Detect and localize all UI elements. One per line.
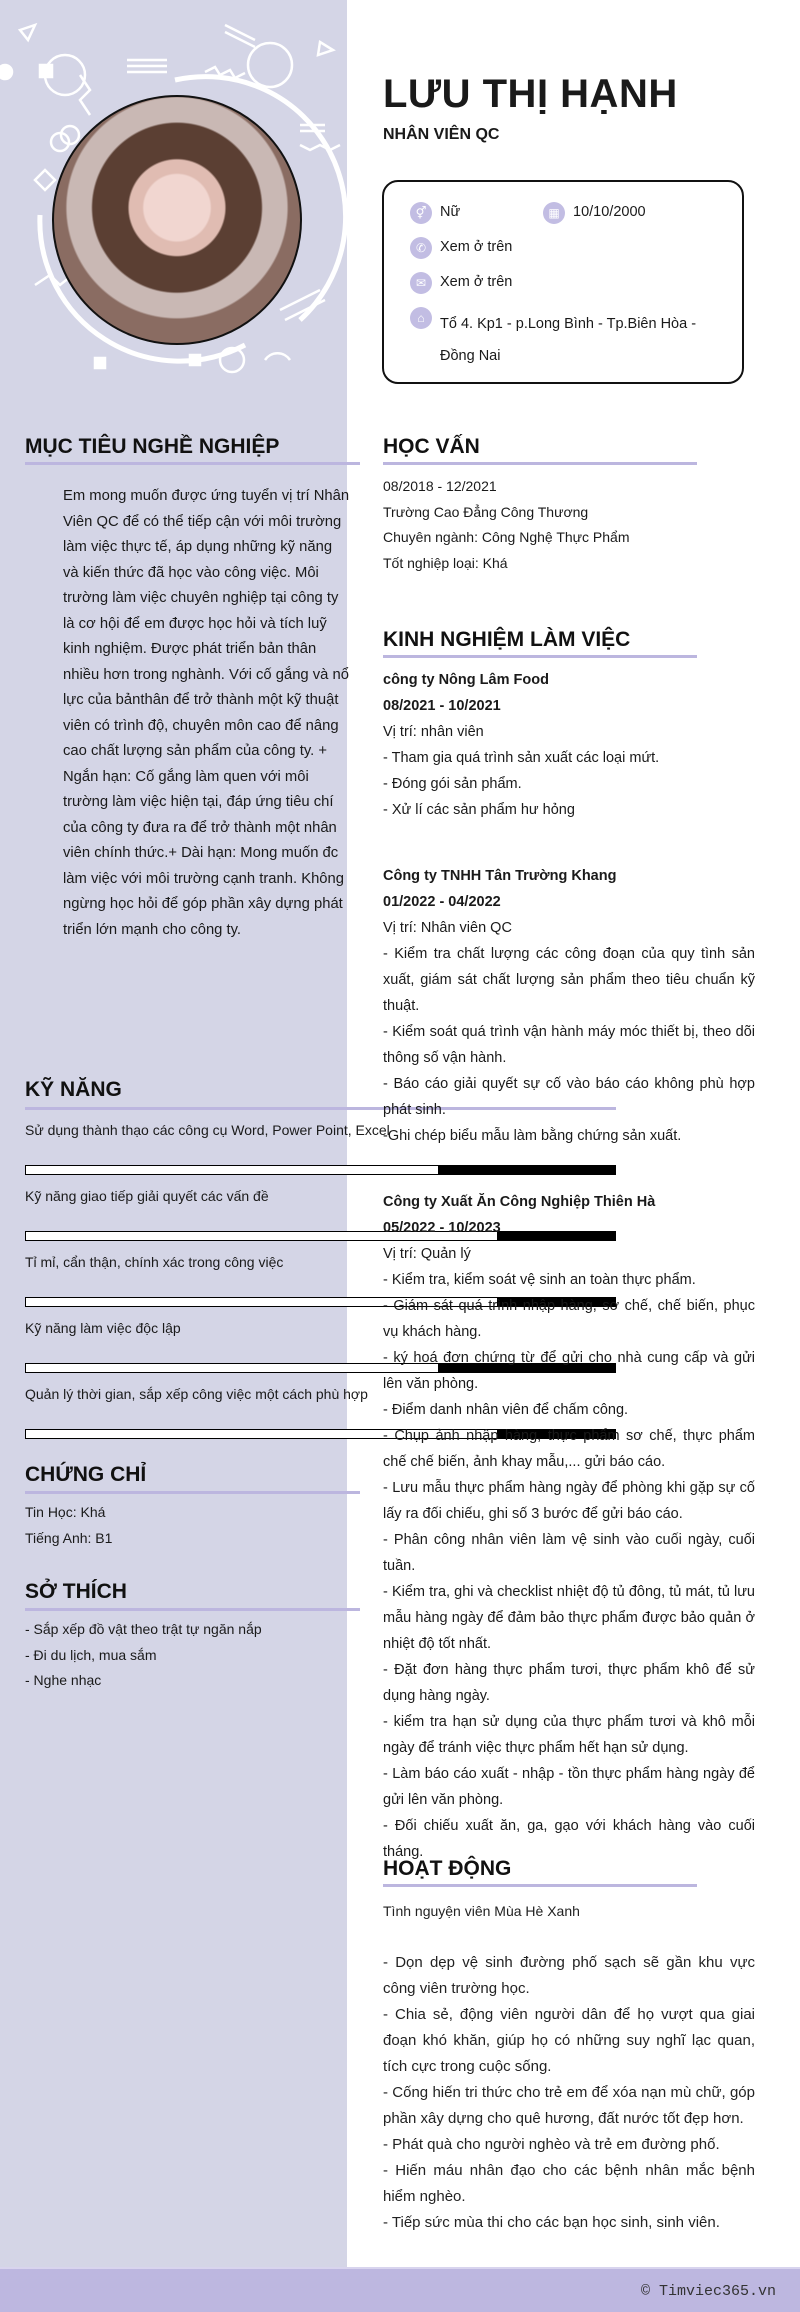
skill-label: Sử dụng thành thạo các công cụ Word, Power Point, Excel [25,1122,390,1138]
job-detail: - Đóng gói sản phẩm. [383,776,522,792]
job-entry [383,863,755,1149]
job-detail: Vị trí: Quản lý [383,1246,471,1262]
email-icon: ✉ [410,272,432,294]
skill-level-fill [26,1166,438,1174]
hobbies-heading: SỞ THÍCH [25,1580,127,1603]
email-value: Xem ở trên [440,274,513,290]
certificate-item: Tin Học: Khá [25,1504,106,1520]
job-period: 01/2022 - 04/2022 [383,894,501,910]
footer [0,2267,800,2312]
hobby-item: - Nghe nhạc [25,1672,102,1688]
activity-detail: - Hiến máu nhân đạo cho các bệnh nhân mắc bệnh hiểm nghèo. [383,2162,755,2205]
objective-underline [25,462,360,465]
objective-heading: MỤC TIÊU NGHỀ NGHIỆP [25,435,280,458]
hobbies-underline [25,1608,360,1611]
job-detail: - Xử lí các sản phẩm hư hỏng [383,802,575,818]
activities-section [383,1898,755,2236]
job-period: 05/2022 - 10/2023 [383,1220,501,1236]
education-school: Trường Cao Đẳng Công Thương [383,503,589,520]
objective-text: Em mong muốn được ứng tuyển vị trí Nhân Viên QC để có thể tiếp cận với môi trường làm việc thực tế, áp dụng những kỹ năng và kiến thức đã học vào công việc. Môi trường làm việc chuyên nghiệp tại công ty là cơ hội để em được học hỏi và tích luỹ kinh nghiệm. Được phát triển bản thân nhiều hơn trong nghành. Với cố gắng và nổ lực của bảnthân để trở thành một kỹ thuật viên có trình độ, chuyên môn cao để nâng cao chất lượng sản phẩm của công ty. + Ngắn hạn: Cố gắng làm quen với môi trường làm việc hiện tại, đáp ứng tiêu chí của công ty đưa ra để trở thành một nhân viên chính thức.+ Dài hạn: Mong muốn đc làm việc với môi trường cạnh tranh. Không ngừng học hỏi để góp phần xây dựng phát triển lớn mạnh cho công ty. [63,488,350,938]
job-detail: - Giám sát quá trình nhập hàng, sơ chế, chế biến, phục vụ khách hàng. [383,1298,755,1340]
job-detail: - Lưu mẫu thực phẩm hàng ngày để phòng khi gặp sự cố lấy ra đối chiếu, ghi số 3 bước để gửi báo cáo. [383,1480,755,1522]
profile-photo [52,95,302,345]
job-entry [383,1189,755,1865]
activity-detail: - Cống hiến tri thức cho trẻ em để xóa nạn mù chữ, góp phần xây dựng cho quê hương, đất nước tốt đẹp hơn. [383,2084,755,2127]
home-icon: ⌂ [410,307,432,329]
skill-label: Kỹ năng giao tiếp giải quyết các vấn đề [25,1188,269,1204]
skill-label: Kỹ năng làm việc độc lập [25,1320,181,1336]
certificates-heading: CHỨNG CHỈ [25,1463,147,1486]
job-detail: - Chụp ảnh nhập hàng, thực phẩm sơ chế, thực phẩm chế chế biến, ảnh khay mẫu,... gửi báo cáo. [383,1428,755,1470]
job-detail: - Tham gia quá trình sản xuất các loại mứt. [383,750,660,766]
candidate-role: NHÂN VIÊN QC [383,126,500,143]
contact-box [382,180,744,384]
job-detail: - Đối chiếu xuất ăn, ga, gạo với khách hàng vào cuối tháng. [383,1818,755,1860]
job-detail: - Kiểm tra, kiểm soát vệ sinh an toàn thực phẩm. [383,1272,696,1288]
job-detail: - ký hoá đơn chứng từ để gửi cho nhà cung cấp và gửi lên văn phòng. [383,1350,755,1392]
activity-detail: - Phát quà cho người nghèo và trẻ em đường phố. [383,2136,720,2153]
skill-label: Tỉ mỉ, cẩn thận, chính xác trong công việc [25,1254,284,1270]
job-detail: - Kiểm tra, ghi và checklist nhiệt độ tủ đông, tủ mát, tủ lưu mẫu hàng ngày để đảm bảo thực phẩm được bảo quản ở nhiệt độ tốt nhất. [383,1584,755,1652]
job-detail: Vị trí: nhân viên [383,724,484,740]
hobby-item: - Sắp xếp đồ vật theo trật tự ngăn nắp [25,1621,262,1637]
activity-detail: - Dọn dẹp vệ sinh đường phố sạch sẽ gần khu vực công viên trường học. [383,1954,755,1997]
gender-value: Nữ [440,204,461,220]
activities-underline [383,1884,697,1887]
education-grade: Tốt nghiệp loại: Khá [383,554,508,571]
job-detail: -Ghi chép biểu mẫu làm bằng chứng sản xuất. [383,1128,682,1144]
activity-name: Tình nguyện viên Mùa Hè Xanh [383,1903,580,1919]
birthday-value: 10/10/2000 [573,204,646,220]
skill-label: Quản lý thời gian, sắp xếp công việc một cách phù hợp [25,1386,368,1402]
hobby-item: - Đi du lịch, mua sắm [25,1646,157,1663]
education-major: Chuyên ngành: Công Nghệ Thực Phẩm [383,529,630,545]
job-detail: - Làm báo cáo xuất - nhập - tồn thực phẩm hàng ngày để gửi lên văn phòng. [383,1766,755,1808]
job-entry [383,667,755,823]
activities-heading: HOẠT ĐỘNG [383,1857,512,1880]
gender-icon: ⚥ [410,202,432,224]
job-detail: - Phân công nhân viên làm vệ sinh vào cuối ngày, cuối tuần. [383,1532,755,1574]
certificates-list [25,1500,112,1551]
certificates-underline [25,1491,360,1494]
job-detail: - Kiểm soát quá trình vận hành máy móc thiết bị, theo dõi thông số vận hành. [383,1024,755,1066]
job-detail: - kiểm tra hạn sử dụng của thực phẩm tươi và khô mỗi ngày để tránh việc thực phẩm hết hạn sử dụng. [383,1714,755,1756]
education-underline [383,462,697,465]
activity-detail: - Chia sẻ, động viên người dân để họ vượt qua giai đoạn khó khăn, giúp họ có những suy nghĩ lạc quan, tích cực trong cuộc sống. [383,2006,755,2075]
job-period: 08/2021 - 10/2021 [383,698,501,714]
job-company: công ty Nông Lâm Food [383,672,549,688]
certificate-item: Tiếng Anh: B1 [25,1529,113,1546]
hobbies-list [25,1617,262,1694]
skill-level-fill [26,1364,438,1372]
address-value: Tổ 4. Kp1 - p.Long Bình - Tp.Biên Hòa - Đồng Nai [440,316,697,364]
experience-list [383,667,755,1905]
skills-heading: KỸ NĂNG [25,1078,122,1101]
job-detail: - Đặt đơn hàng thực phẩm tươi, thực phẩm khô để sử dụng hàng ngày. [383,1662,755,1704]
job-detail: - Kiểm tra chất lượng các công đoạn của quy tình sản xuất, giám sát chất lượng sản phẩm theo tiêu chuẩn kỹ thuật. [383,946,755,1014]
job-detail: - Điểm danh nhân viên để chấm công. [383,1402,629,1418]
education-period: 08/2018 - 12/2021 [383,478,497,494]
phone-value: Xem ở trên [440,239,513,255]
experience-heading: KINH NGHIỆM LÀM VIỆC [383,628,631,651]
phone-icon: ✆ [410,237,432,259]
job-detail: - Báo cáo giải quyết sự cố vào báo cáo không phù hợp phát sinh. [383,1076,755,1118]
activity-detail: - Tiếp sức mùa thi cho các bạn học sinh, sinh viên. [383,2214,720,2231]
copyright-text: © Timviec365.vn [640,2283,776,2300]
calendar-icon: ▦ [543,202,565,224]
job-company: Công ty TNHH Tân Trường Khang [383,868,617,884]
job-detail: Vị trí: Nhân viên QC [383,920,512,936]
job-company: Công ty Xuất Ăn Công Nghiệp Thiên Hà [383,1194,656,1210]
education-details [383,474,630,576]
education-heading: HỌC VẤN [383,435,480,458]
candidate-name: LƯU THỊ HẠNH [383,72,678,116]
experience-underline [383,655,697,658]
